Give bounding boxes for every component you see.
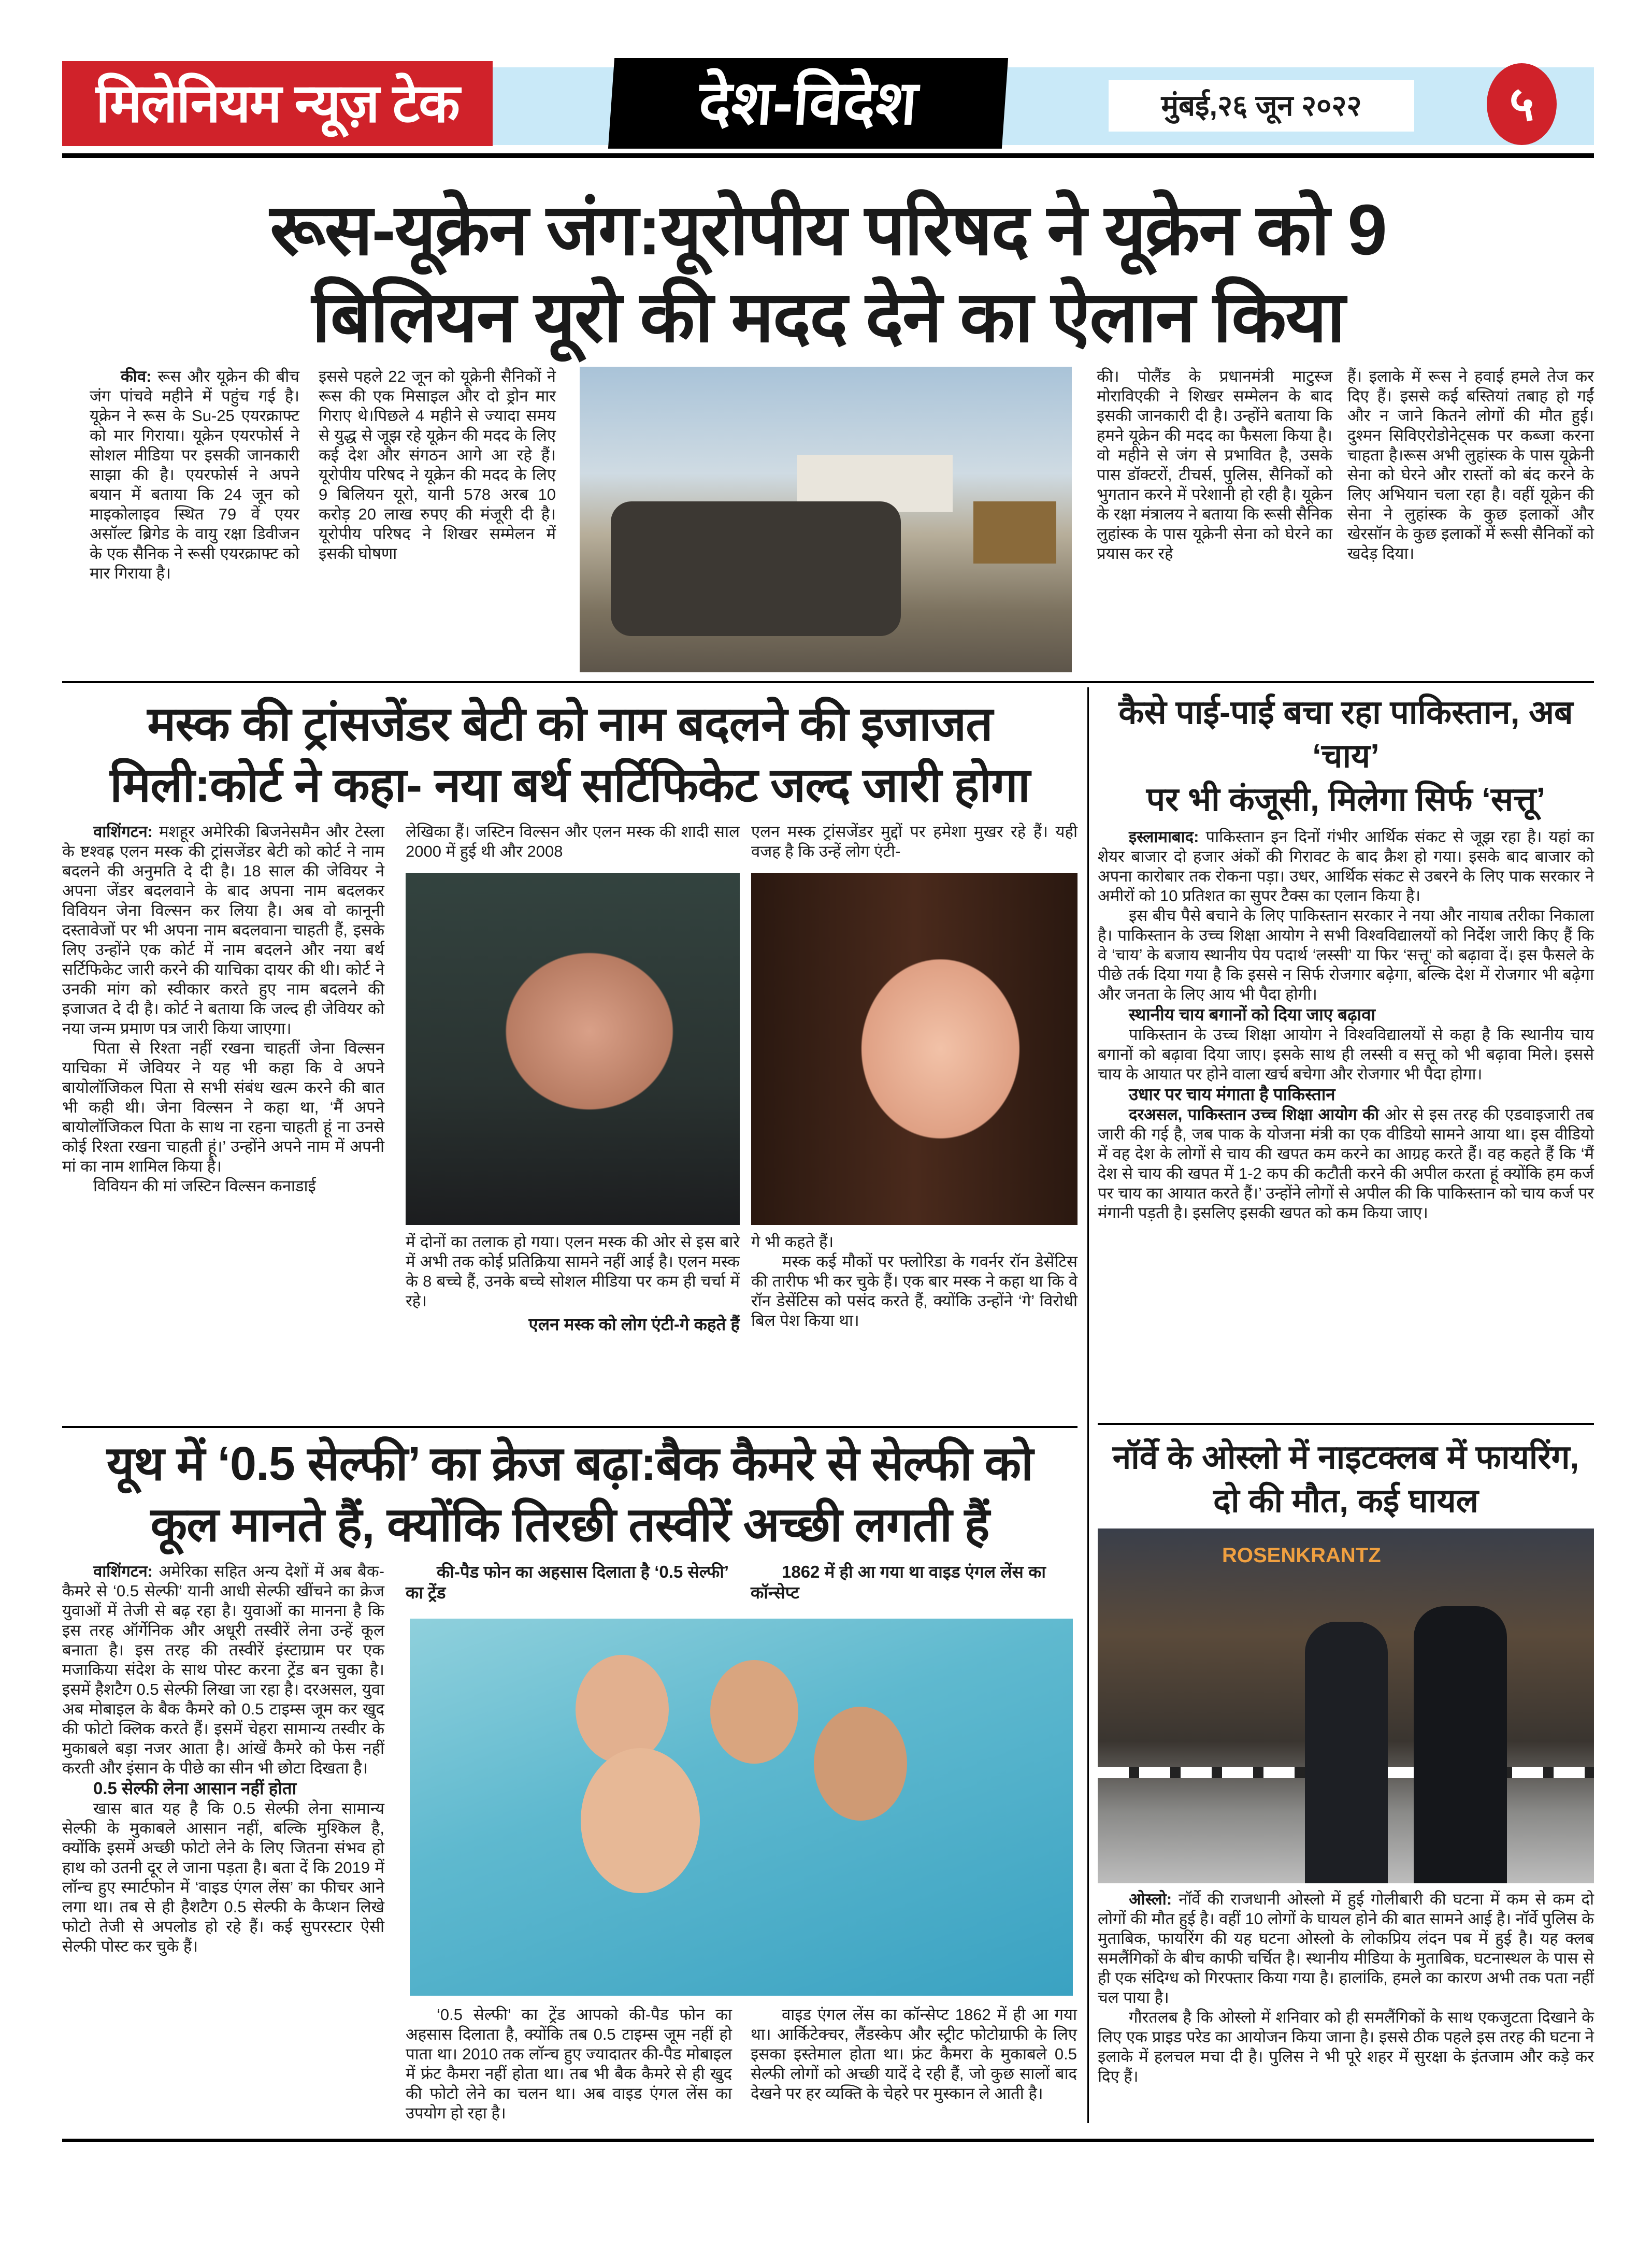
musk-column-2 bbox=[406, 822, 740, 1335]
subheading: की-पैड फोन का अहसास दिलाता है ‘0.5 सेल्फी’ का ट्रेंड bbox=[406, 1562, 729, 1602]
subheading: उधार पर चाय मंगाता है पाकिस्तान bbox=[1129, 1085, 1335, 1104]
subheading: 0.5 सेल्फी लेना आसान नहीं होता bbox=[93, 1779, 297, 1798]
article-text: गौरतलब है कि ओस्लो में शनिवार को ही समलैंगिकों के साथ एकजुटता दिखाने के लिए एक प्राइड परेड का आयोजन किया जाना है। इससे ठीक पहले इस तरह की घटना ने इलाके में हलचल मचा दी है। पुलिस ने भी पूरे शहर में सुरक्षा के इंतजाम और कड़े कर दिए हैं। bbox=[1098, 2008, 1594, 2085]
selfie-column-3 bbox=[751, 2005, 1077, 2103]
vehicle-wreck-shape bbox=[611, 501, 901, 636]
lower-area bbox=[62, 683, 1594, 2123]
selfie-subheads bbox=[406, 1562, 1078, 1603]
article-text: मशहूर अमेरिकी बिजनेसमैन और टेस्ला के ष्टश्वह्र एलन मस्क की ट्रांसजेंडर बेटी को कोर्ट ने नाम बदलने की अनुमति दे दी है। 18 साल की जेवियर ने अपना जेंडर बदलवाने के बाद अपना नाम बदलकर विवियन जेना विल्सन कर लिया है। अब वो कानूनी दस्तावेजों पर भी अपना नाम बदलवाना चाहती हैं, इसके लिए उन्होंने एक कोर्ट में नाम बदलने और नया बर्थ सर्टिफिकेट जारी करने की याचिका दायर की थी। कोर्ट ने उनकी मांग को स्वीकार करते हुए नाम बदलने की इजाजत दे दी है। कोर्ट ने बताया कि जल्द ही जेवियर को नया जन्म प्रमाण पत्र जारी किया जाएगा। bbox=[62, 823, 384, 1037]
ukraine-column-3: की। पोलैंड के प्रधानमंत्री माटुस्ज मोराविएकी ने शिखर सम्मेलन के बाद इसकी जानकारी दी है। उन्होंने बताया कि हमने यूक्रेन की मदद का फैसला किया है। वो महीने से जंग से प्रभावित है, उसके पास डॉक्टरों, टीचर्स, पुलिस, सैनिकों को भुगतान करने में परेशानी हो रही है। यूक्रेन के रक्षा मंत्रालय ने बताया कि रूसी सैनिक लुहांस्क के पास यूक्रेनी सेना को घेरने का प्रयास कर रहे bbox=[1097, 367, 1332, 563]
article-text: रूस और यूक्रेन की बीच जंग पांचवे महीने में पहुंच गई है। यूक्रेन ने रूस के Su-25 एयरक्राफ्ट को मार गिराया। यूक्रेन एयरफोर्स ने सोशल मीडिया पर इसकी जानकारी साझा की है। एयरफोर्स ने अपने बयान में बताया कि 24 जून को माइकोलाइव स्थित 79 वें एयर असॉल्ट ब्रिगेड के वायु रक्षा डिवीजन के एक सैनिक ने रूसी एयरक्राफ्ट को मार गिराया है। bbox=[90, 367, 299, 582]
ukraine-destroyed-vehicle-photo bbox=[580, 367, 1072, 672]
subheading: 1862 में ही आ गया था वाइड एंगल लेंस का कॉन्सेप्ट bbox=[751, 1562, 1046, 1602]
selfie-article bbox=[62, 1433, 1078, 2123]
edition-date: मुंबई,२६ जून २०२२ bbox=[1109, 80, 1414, 132]
article-text: में दोनों का तलाक हो गया। एलन मस्क की ओर से इस बारे में अभी तक कोई प्रतिक्रिया सामने नहीं आई है। एलन मस्क के 8 बच्चे हैं, उनके बच्चे सोशल मीडिया पर कम ही चर्चा में रहे। bbox=[406, 1233, 740, 1310]
truck-shape bbox=[973, 501, 1056, 564]
article-text: नॉर्वे की राजधानी ओस्लो में हुई गोलीबारी की घटना में कम से कम दो लोगों की मौत हुई है। वहीं 10 लोगों के घायल होने की बात सामने आई है। नॉर्वे पुलिस के मुताबिक, फायरिंग की यह घटना ओस्लो के लोकप्रिय लंदन पब में हुई है। यह क्लब समलैंगिकों के बीच काफी चर्चित है। स्थानीय मीडिया के मुताबिक, घटनास्थल के पास से ही एक संदिग्ध को गिरफ्तार किया गया है। हालांकि, हमले का कारण अभी तक पता नहीं चल पाया है। bbox=[1098, 1890, 1594, 2007]
article-text: वाइड एंगल लेंस का कॉन्सेप्ट 1862 में ही आ गया था। आर्किटेक्चर, लैंडस्केप और स्ट्रीट फोटोग्राफी के लिए इसका इस्तेमाल होता था। फ्रंट कैमरा के मुकाबले 0.5 सेल्फी लोगों को अच्छी यादें दे रही हैं, जो कुछ सालों बाद देखने पर हर व्यक्ति के चेहरे पर मुस्कान ले आती है। bbox=[751, 2006, 1077, 2102]
right-stack bbox=[1098, 683, 1594, 2086]
dateline: इस्लामाबाद: bbox=[1129, 828, 1199, 846]
oslo-police-photo bbox=[1098, 1528, 1594, 1883]
article-text: मस्क कई मौकों पर फ्लोरिडा के गवर्नर रॉन डेसेंटिस की तारीफ भी कर चुके हैं। एक बार मस्क ने कहा था कि वे रॉन डेसेंटिस को पसंद करते हैं, क्योंकि उन्होंने ‘गे’ विरोधी बिल पेश किया था। bbox=[751, 1252, 1078, 1330]
face-shape bbox=[576, 1655, 669, 1764]
pakistan-body bbox=[1098, 827, 1594, 1223]
bottom-rule bbox=[62, 2139, 1594, 2142]
dateline: वाशिंगटन: bbox=[93, 1562, 153, 1580]
pakistan-headline-line2: पर भी कंजूसी, मिलेगा सिर्फ ‘सत्तू’ bbox=[1146, 781, 1546, 818]
musk-headline-line2: मिली:कोर्ट ने कहा- नया बर्थ सर्टिफिकेट जल्द जारी होगा bbox=[110, 759, 1030, 812]
pakistan-headline-line1: कैसे पाई-पाई बचा रहा पाकिस्तान, अब ‘चाय’ bbox=[1118, 694, 1573, 774]
article-text: खास बात यह है कि 0.5 सेल्फी लेना सामान्य सेल्फी के मुकाबले आसान नहीं, बल्कि मुश्किल है, क्योंकि इसमें अच्छी फोटो लेने के लिए जितना संभव हो हाथ को उतनी दूर ले जाना पड़ता है। बता दें कि 2019 में लॉन्च हुए स्मार्टफोन में ‘वाइड एंगल लेंस’ का फीचर आने लगा था। तब से ही हैशटैग 0.5 सेल्फी के कैप्शन लिखे फोटो तेजी से अपलोड हो रहे हैं। कई सुपरस्टार ऐसी सेल्फी पोस्ट कर चुके हैं। bbox=[62, 1799, 384, 1955]
column-separator bbox=[1087, 687, 1089, 2123]
musk-column-3 bbox=[751, 822, 1078, 1331]
vivian-wilson-photo bbox=[751, 873, 1078, 1225]
left-stack bbox=[62, 683, 1078, 2123]
ukraine-article bbox=[62, 367, 1594, 675]
article-text: पिता से रिश्ता नहीं रखना चाहतीं जेना विल्सन याचिका में जेवियर ने यह भी कहा कि वे अपने बायोलॉजिकल पिता से सभी संबंध खत्म करने की बात भी कही थी। जेना विल्सन ने कहा था, ‘मैं अपने बायोलॉजिकल पिता के साथ ना रहना चाहती हूं ना उनसे कोई रिश्ता रखना चाहती हूं।’ उन्होंने अपने नाम में अपनी मां का नाम शामिल किया है। bbox=[62, 1039, 384, 1175]
article-text: विवियन की मां जस्टिन विल्सन कनाडाई bbox=[93, 1177, 316, 1195]
selfie-headline-line1: यूथ में ‘0.5 सेल्फी’ का क्रेज बढ़ा:बैक कैमरे से सेल्फी को bbox=[107, 1437, 1033, 1490]
article-text: ‘0.5 सेल्फी’ का ट्रेंड आपको की-पैड फोन का अहसास दिलाता है, क्योंकि तब 0.5 टाइम्स जूम नहीं हो पाता था। 2010 तक लॉन्च हुए ज्यादातर की-पैड मोबाइल में फ्रंट कैमरा नहीं होता था। तब भी बैक कैमरे से ही खुद की फोटो लेने का चलन था। अब वाइड एंगल लेंस का उपयोग हो रहा है। bbox=[406, 2006, 732, 2122]
officer-shape bbox=[1305, 1622, 1388, 1883]
selfie-column-2 bbox=[406, 2005, 732, 2123]
elon-musk-photo bbox=[406, 873, 740, 1225]
article-text: लेखिका हैं। जस्टिन विल्सन और एलन मस्क की शादी साल 2000 में हुई थी और 2008 bbox=[406, 823, 740, 860]
article-text: एलन मस्क ट्रांसजेंडर मुद्दों पर हमेशा मुखर रहे हैं। यही वजह है कि उन्हें लोग एंटी- bbox=[751, 823, 1078, 860]
section-title: देश-विदेश bbox=[608, 58, 1008, 149]
musk-column-1 bbox=[62, 822, 384, 1196]
article-text: गे भी कहते हैं। bbox=[751, 1233, 834, 1251]
page-number: ५ bbox=[1487, 63, 1557, 145]
article-text: ओर से इस तरह की एडवाइजारी तब जारी की गई है, जब पाक के योजना मंत्री का एक वीडियो सामने आया था। इस वीडियो में वह देश के लोगों से चाय की खपत कम करने का आग्रह करते हैं। वह कहते हैं कि ‘मैं देश से चाय की खपत में 1-2 कप की कटौती करने की अपील करता हूं क्योंकि हम कर्ज पर चाय का आयात करते हैं।’ उन्होंने लोगों से अपील की कि पाकिस्तान को चाय कर्ज पर मंगानी पड़ती है। इसलिए इसकी खपत को कम किया जाए। bbox=[1098, 1105, 1594, 1222]
masthead-rule bbox=[62, 153, 1594, 158]
selfie-bottom-columns bbox=[406, 2005, 1078, 2123]
selfie-right-block bbox=[406, 1562, 1078, 2123]
musk-columns bbox=[62, 822, 1078, 1335]
ukraine-headline-line2: बिलियन यूरो की मदद देने का ऐलान किया bbox=[311, 277, 1345, 357]
ukraine-column-1 bbox=[90, 367, 299, 583]
oslo-body bbox=[1098, 1890, 1594, 2086]
selfie-column-1 bbox=[62, 1562, 384, 1956]
newspaper-logo: मिलेनियम न्यूज़ टेक bbox=[62, 61, 493, 146]
face-shape bbox=[710, 1660, 798, 1764]
officer-shape bbox=[1414, 1606, 1507, 1883]
ukraine-headline-line1: रूस-यूक्रेन जंग:यूरोपीय परिषद ने यूक्रेन को 9 bbox=[270, 190, 1386, 270]
article-text: पाकिस्तान इन दिनों गंभीर आर्थिक संकट से जूझ रहा है। यहां का शेयर बाजार दो हजार अंकों की गिरावट के बाद क्रैश हो गया। इसके बाद बाजार को अपना कारोबार तक रोकना पड़ा। उधर, आर्थिक संकट से उबरने के लिए पाक सरकार ने अमीरों को 10 प्रतिशत का सुपर टैक्स का एलान किया है। bbox=[1098, 828, 1594, 905]
article-text: पाकिस्तान के उच्च शिक्षा आयोग ने विश्वविद्यालयों से कहा है कि स्थानीय चाय बगानों को बढ़ावा दिया जाए। इसके साथ ही लस्सी व सत्तू को भी बढ़ावा मिले। इससे चाय के आयात पर होने वाला खर्च बचेगा और रोजगार भी पैदा होगा। bbox=[1098, 1026, 1594, 1083]
face-shape bbox=[581, 1748, 700, 1893]
dateline: ओस्लो: bbox=[1129, 1890, 1172, 1908]
subheading: स्थानीय चाय बगानों को दिया जाए बढ़ावा bbox=[1129, 1005, 1376, 1024]
selfie-pool-photo bbox=[410, 1619, 1073, 1996]
oslo-article bbox=[1098, 1435, 1594, 2086]
musk-article bbox=[62, 694, 1078, 1426]
divider bbox=[1098, 1423, 1594, 1425]
selfie-headline-line2: कूल मानते हैं, क्योंकि तिरछी तस्वीरें अच्छी लगती हैं bbox=[150, 1498, 989, 1551]
ukraine-column-2: इससे पहले 22 जून को यूक्रेनी सैनिकों ने रूस की एक मिसाइल और दो ड्रोन मार गिराए थे।पिछले 4 महीने से ज्यादा समय से युद्ध से जूझ रहे यूक्रेन की मदद के लिए कई देश और संगठन आगे आ रहे हैं। यूरोपीय परिषद ने यूक्रेन की मदद के लिए 9 बिलियन यूरो, यानी 578 अरब 10 करोड़ 20 लाख रुपए की मंजूरी दी है। यूरोपीय परिषद ने शिखर सम्मेलन में इसकी घोषणा bbox=[319, 367, 556, 563]
subheading: एलन मस्क को लोग एंटी-गे कहते हैं bbox=[528, 1315, 740, 1334]
oslo-headline-line2: दो की मौत, कई घायल bbox=[1213, 1482, 1478, 1519]
divider bbox=[62, 1426, 1078, 1428]
face-shape bbox=[814, 1707, 907, 1821]
article-text: अमेरिका सहित अन्य देशों में अब बैक-कैमरे से ‘0.5 सेल्फी’ यानी आधी सेल्फी खींचने का क्रेज युवाओं में तेजी से बढ़ रहा है। युवाओं का मानना है कि इस तरह ऑर्गेनिक और अधूरी तस्वीरें लेना उन्हें कूल बनाता है। इस तरह की तस्वीरें इंस्टाग्राम पर एक मजाकिया संदेश के साथ पोस्ट करना ट्रेंड बन चुका है। इसमें हैशटैग 0.5 सेल्फी लिखा जा रहा है। दरअसल, युवा अब मोबाइल के बैक कैमरे को 0.5 टाइम्स जूम कर खुद की फोटो क्लिक करते हैं। इसमें चेहरा सामान्य तस्वीर के मुकाबले बड़ा नजर आता है। आंखें कैमरे को फेस नहीं करती और इंसान के पीछे का सीन भी छोटा दिखता है। bbox=[62, 1562, 384, 1777]
selfie-columns bbox=[62, 1562, 1078, 2123]
photo-sign-text: ROSENKRANTZ bbox=[1222, 1544, 1381, 1567]
page-content bbox=[62, 186, 1594, 2142]
lead-text: दरअसल, पाकिस्तान उच्च शिक्षा आयोग की bbox=[1129, 1105, 1380, 1123]
article-text: इस बीच पैसे बचाने के लिए पाकिस्तान सरकार ने नया और नायाब तरीका निकाला है। पाकिस्तान के उच्च शिक्षा आयोग ने सभी विश्वविद्यालयों को निर्देश जारी किए हैं कि वे ‘चाय’ के बजाय स्थानीय पेय पदार्थ ‘लस्सी’ या फिर ‘सत्तू’ को बढ़ावा दें। इस फैसले के पीछे तर्क दिया गया है कि इससे न सिर्फ रोजगार बढ़ेगा, बल्कि देश में रोजगार भी बढ़ेगा और जनता के लिए आय भी पैदा होगी। bbox=[1098, 906, 1594, 1003]
oslo-headline-line1: नॉर्वे के ओस्लो में नाइटक्लब में फायरिंग, bbox=[1112, 1438, 1579, 1476]
dateline: वाशिंगटन: bbox=[93, 823, 153, 841]
dateline: कीव: bbox=[121, 367, 152, 385]
ukraine-column-4: हैं। इलाके में रूस ने हवाई हमले तेज कर दिए हैं। इससे कई बस्तियां तबाह हो गईं और न जाने कितने लोगों की मौत हुई। दुश्मन सिविएरोडोनेट्सक पर कब्जा करना चाहता है।रूस अभी लुहांस्क के पास यूक्रेनी सेना को घेरने और रास्तों को बंद करने के लिए अभियान चला रहा है। वहीं यूक्रेन की सेना ने लुहांस्क के कुछ इलाकों और खेरसॉन के कुछ इलाकों में रूसी सैनिकों को खदेड़ दिया। bbox=[1347, 367, 1594, 563]
pakistan-article bbox=[1098, 690, 1594, 1423]
musk-headline-line1: मस्क की ट्रांसजेंडर बेटी को नाम बदलने की इजाजत bbox=[147, 698, 993, 751]
